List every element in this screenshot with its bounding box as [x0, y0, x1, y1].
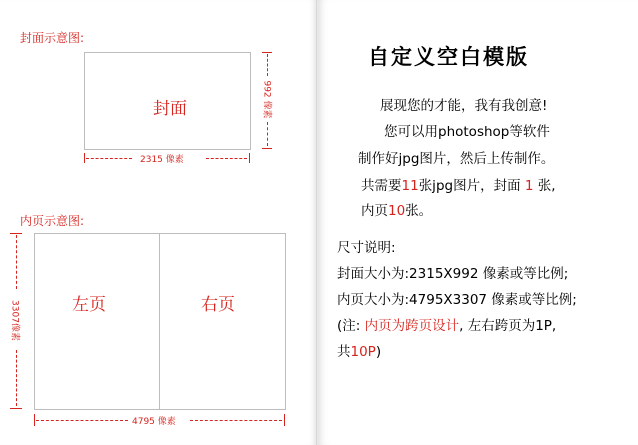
- inner-height-label: 3307像素: [9, 300, 20, 341]
- cover-height-line-bottom: [267, 122, 268, 146]
- cover-label: 封面: [153, 99, 187, 119]
- total-pages: 10P: [350, 344, 376, 360]
- inner-unit: 张。: [405, 203, 433, 219]
- inner-height-tick-bottom: [10, 408, 22, 409]
- cover-size-spec: 封面大小为:2315X992 像素或等比例;: [337, 266, 569, 282]
- inner-height-line-top: [16, 235, 17, 289]
- inner-right-label: 右页: [201, 295, 235, 315]
- total-image-count: 11: [401, 178, 419, 194]
- inner-prefix: 内页: [361, 203, 388, 219]
- diagram-page: [0, 0, 317, 445]
- total-pages-note: [337, 340, 381, 360]
- inner-spread-box: [34, 233, 286, 410]
- inner-width-label: 4795 像素: [132, 417, 176, 427]
- note-prefix: (注:: [337, 318, 365, 334]
- total-suffix: ): [375, 344, 382, 360]
- cover-width-label: 2315 像素: [140, 155, 184, 165]
- note-highlight: 内页为跨页设计: [364, 318, 460, 334]
- inner-size-spec: 内页大小为:4795X3307 像素或等比例;: [337, 292, 577, 308]
- inner-width-tick-left: [34, 414, 35, 426]
- cover-caption: 封面示意图:: [20, 31, 85, 45]
- total-prefix: 共: [337, 344, 351, 360]
- inner-page-count: 10: [388, 203, 406, 219]
- inner-width-tick-right: [284, 414, 285, 426]
- inner-left-label: 左页: [72, 295, 106, 315]
- cover-width-tick-right: [249, 153, 250, 163]
- cover-width-line-right: [206, 158, 247, 159]
- intro-line-2: 您可以用photoshop等软件: [384, 124, 550, 140]
- cover-count: 1: [524, 178, 534, 194]
- need-middle: 张jpg图片，封面: [418, 178, 525, 194]
- cover-height-label: 992 像素: [261, 80, 272, 119]
- intro-line-1: 展现您的才能，我有我创意!: [380, 98, 548, 114]
- inner-caption: 内页示意图:: [20, 214, 85, 228]
- cover-width-tick-left: [84, 153, 85, 163]
- spread-note: [337, 314, 556, 334]
- cover-height-tick-bottom: [262, 148, 272, 149]
- spread-divider: [159, 233, 160, 410]
- size-heading: 尺寸说明:: [337, 240, 396, 256]
- inner-width-line-right: [190, 420, 282, 421]
- cover-height-tick-top: [262, 52, 272, 53]
- intro-line-3: 制作好jpg图片，然后上传制作。: [358, 151, 555, 167]
- page-title: 自定义空白模版: [368, 45, 529, 69]
- inner-height-tick-top: [10, 233, 22, 234]
- inner-height-line-bottom: [16, 350, 17, 406]
- cover-width-line-left: [86, 158, 132, 159]
- cover-height-line-top: [267, 54, 268, 76]
- cover-unit: 张,: [533, 178, 556, 194]
- image-count-line: [361, 174, 556, 194]
- inner-width-line-left: [36, 420, 128, 421]
- need-prefix: 共需要: [361, 178, 402, 194]
- inner-count-line: [361, 199, 432, 219]
- note-suffix: , 左右跨页为1P,: [459, 318, 557, 334]
